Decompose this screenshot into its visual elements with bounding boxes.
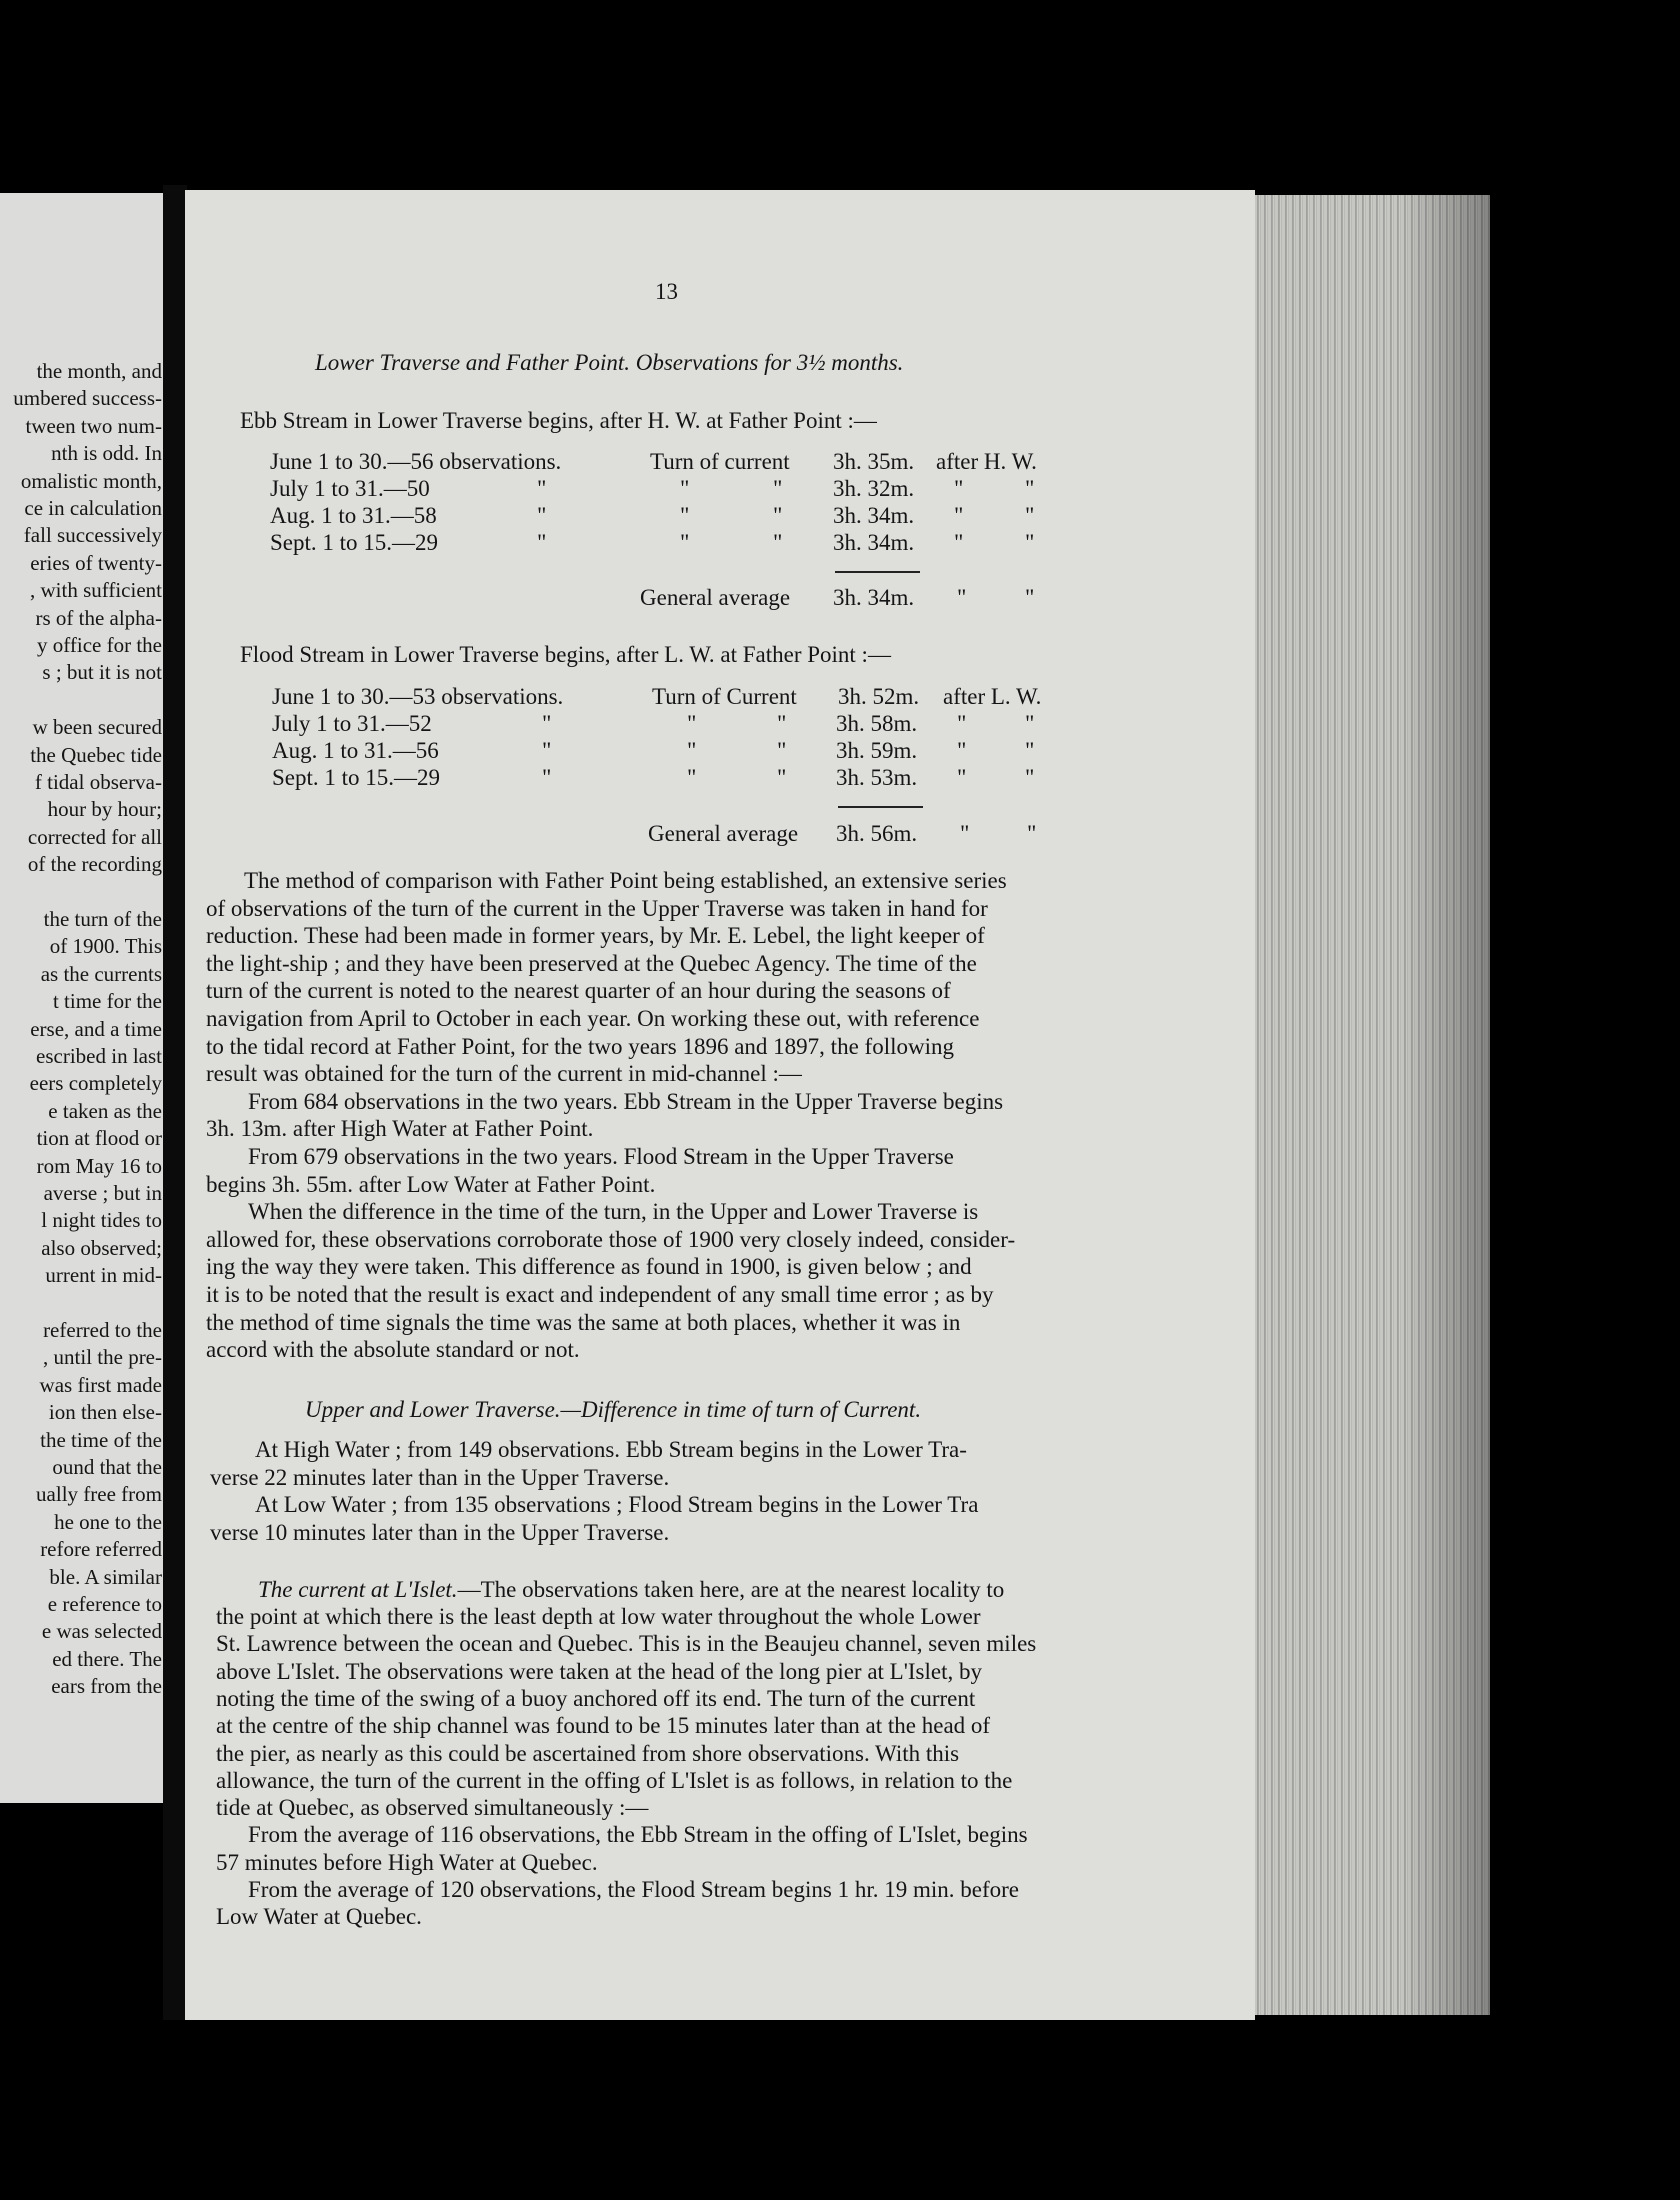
facing-page-line: urrent in mid- <box>45 1263 162 1288</box>
ditto-mark: " <box>957 738 967 763</box>
facing-page-line: ed there. The <box>52 1646 162 1671</box>
table-cell-period: July 1 to 31.—52 <box>272 711 432 736</box>
text-line: 57 minutes before High Water at Quebec. <box>216 1849 598 1875</box>
general-average-label: General average <box>640 585 791 610</box>
ditto-mark: " <box>680 503 690 528</box>
text-line: accord with the absolute standard or not. <box>206 1337 580 1363</box>
ditto-mark: " <box>954 476 964 501</box>
facing-page-line: ound that the <box>52 1455 162 1479</box>
ditto-mark: " <box>1025 711 1035 736</box>
ditto-mark: " <box>1025 738 1035 763</box>
facing-page-line: y office for the <box>37 633 162 657</box>
general-average-time: 3h. 56m. <box>836 821 918 846</box>
ditto-mark: " <box>777 738 787 763</box>
ditto-mark: " <box>542 765 552 790</box>
book-gutter <box>163 185 187 2020</box>
text-line: From the average of 120 observations, the Flood Stream begins 1 hr. 19 min. before <box>248 1877 1019 1902</box>
text-line: the method of time signals the time was the same at both places, whether it was in <box>206 1309 961 1335</box>
facing-page-line: of 1900. This <box>49 934 162 959</box>
ditto-mark: " <box>773 476 783 501</box>
general-average-time: 3h. 34m. <box>833 585 915 610</box>
facing-page-line: referred to the <box>43 1318 162 1342</box>
facing-page-line: f tidal observa- <box>34 770 162 794</box>
facing-page-line: refore referred <box>40 1537 162 1562</box>
facing-page-line: the time of the <box>40 1427 162 1452</box>
text-line: Low Water at Quebec. <box>216 1904 422 1930</box>
sum-rule <box>838 806 923 808</box>
facing-page-line: rs of the alpha- <box>35 605 162 630</box>
ditto-mark: " <box>954 530 964 555</box>
facing-page-line: t time for the <box>52 989 162 1014</box>
flood-stream-title: Flood Stream in Lower Traverse begins, after L. W. at Father Point :— <box>240 642 891 667</box>
facing-page-line: e taken as the <box>48 1098 162 1123</box>
table-cell-label: Turn of Current <box>652 684 797 709</box>
facing-page-line: rom May 16 to <box>36 1153 162 1178</box>
paragraph-lislet-first-line: The current at L'Islet.—The observations taken here, are at the nearest locality to <box>258 1577 1005 1602</box>
ditto-mark: " <box>773 503 783 528</box>
facing-page-line: the month, and <box>36 359 162 383</box>
ditto-mark: " <box>777 765 787 790</box>
text-line: the pier, as nearly as this could be ascertained from shore observations. With this <box>216 1740 960 1766</box>
text-line: At High Water ; from 149 observations. Ebb Stream begins in the Lower Tra- <box>255 1437 967 1462</box>
facing-page-line: tween two num- <box>25 413 162 438</box>
facing-page-line: of the recording <box>27 852 162 877</box>
table-cell-period: June 1 to 30.—53 observations. <box>272 684 564 709</box>
text-line: From 684 observations in the two years. Ebb Stream in the Upper Traverse begins <box>248 1088 1004 1114</box>
text-line: turn of the current is noted to the nearest quarter of an hour during the seasons of <box>206 978 951 1004</box>
text-line: at the centre of the ship channel was found to be 15 minutes later than at the head of <box>216 1713 991 1739</box>
table-cell-time: 3h. 35m. <box>833 449 915 474</box>
text-line: it is to be noted that the result is exact and independent of any small time error ; as by <box>206 1282 994 1307</box>
facing-page-line: erse, and a time <box>30 1016 162 1041</box>
text-line: navigation from April to October in each year. On working these out, with reference <box>206 1006 980 1031</box>
table-cell-time: 3h. 59m. <box>836 738 918 763</box>
ditto-mark: " <box>537 503 547 528</box>
table-cell-time: 3h. 58m. <box>836 711 918 736</box>
facing-page-line: ion then else- <box>48 1400 162 1425</box>
table-cell-time: 3h. 32m. <box>833 476 915 501</box>
facing-page-line: ually free from <box>36 1482 162 1507</box>
text-line: From the average of 116 observations, the Ebb Stream in the offing of L'Islet, begins <box>248 1822 1028 1848</box>
text-line: 3h. 13m. after High Water at Father Point. <box>206 1116 594 1142</box>
ditto-mark: " <box>687 738 697 763</box>
text-line: of observations of the turn of the current in the Upper Traverse was taken in hand for <box>206 895 988 921</box>
ditto-mark: " <box>1025 585 1035 610</box>
ditto-mark: " <box>957 711 967 736</box>
facing-page-line: ce in calculation <box>24 496 162 520</box>
table-cell-time: 3h. 53m. <box>836 765 918 790</box>
facing-page-line: was first made <box>39 1372 162 1397</box>
facing-page-line: eries of twenty- <box>30 550 162 575</box>
ditto-mark: " <box>773 530 783 555</box>
ditto-mark: " <box>1025 476 1035 501</box>
text-line: result was obtained for the turn of the current in mid-channel :— <box>206 1061 802 1087</box>
facing-page-line: s ; but it is not <box>42 660 162 685</box>
facing-page-line: omalistic month, <box>20 468 162 493</box>
text-line: to the tidal record at Father Point, for the two years 1896 and 1897, the following <box>206 1033 954 1059</box>
ditto-mark: " <box>537 476 547 501</box>
ebb-stream-title: Ebb Stream in Lower Traverse begins, after H. W. at Father Point :— <box>240 408 877 433</box>
sum-rule <box>835 571 920 573</box>
ditto-mark: " <box>1025 530 1035 555</box>
ditto-mark: " <box>680 530 690 555</box>
table-cell-after: after H. W. <box>936 449 1037 474</box>
table-cell-period: Sept. 1 to 15.—29 <box>272 765 441 790</box>
facing-page-line: ble. A similar <box>49 1564 162 1589</box>
table-cell-time: 3h. 34m. <box>833 530 915 555</box>
facing-page-line: the Quebec tide <box>30 742 162 767</box>
text-line: verse 10 minutes later than in the Upper Traverse. <box>210 1519 670 1545</box>
table-cell-label: Turn of current <box>650 449 790 474</box>
text-line: At Low Water ; from 135 observations ; Flood Stream begins in the Lower Tra <box>255 1492 979 1517</box>
text-line: St. Lawrence between the ocean and Quebec. This is in the Beaujeu channel, seven miles <box>216 1631 1037 1657</box>
facing-page-line: averse ; but in <box>43 1181 162 1205</box>
facing-page-line: tion at flood or <box>36 1126 162 1151</box>
facing-page-line: , with sufficient <box>29 578 162 603</box>
ditto-mark: " <box>1025 765 1035 790</box>
text-line: begins 3h. 55m. after Low Water at Father Point. <box>206 1171 656 1197</box>
table-cell-period: June 1 to 30.—56 observations. <box>270 449 562 474</box>
table-cell-period: Sept. 1 to 15.—29 <box>270 530 439 555</box>
table-cell-time: 3h. 52m. <box>838 684 920 709</box>
facing-page-line: also observed; <box>41 1235 162 1260</box>
ditto-mark: " <box>537 530 547 555</box>
ditto-mark: " <box>954 503 964 528</box>
table-cell-period: Aug. 1 to 31.—58 <box>270 503 437 528</box>
table-cell-after: after L. W. <box>943 684 1042 709</box>
text-line: From 679 observations in the two years. Flood Stream in the Upper Traverse <box>248 1144 954 1169</box>
facing-page-line: nth is odd. In <box>51 441 162 466</box>
text-line: ing the way they were taken. This difference as found in 1900, is given below ; and <box>206 1254 972 1280</box>
table-cell-time: 3h. 34m. <box>833 503 915 528</box>
ditto-mark: " <box>680 476 690 501</box>
ditto-mark: " <box>542 711 552 736</box>
facing-page-line: corrected for all <box>27 824 162 849</box>
facing-page-line: fall successively <box>23 523 162 548</box>
facing-page-line: ears from the <box>51 1674 162 1699</box>
general-average-label: General average <box>648 821 799 846</box>
ditto-mark: " <box>957 765 967 790</box>
section-heading-lower-traverse: Lower Traverse and Father Point. Observations for 3½ months. <box>315 350 904 375</box>
text-line: verse 22 minutes later than in the Upper Traverse. <box>210 1464 670 1490</box>
ditto-mark: " <box>777 711 787 736</box>
section-heading-upper-lower-traverse: Upper and Lower Traverse.—Difference in time of turn of Current. <box>305 1397 922 1422</box>
ditto-mark: " <box>1027 821 1037 846</box>
facing-page <box>0 193 168 1803</box>
facing-page-line: l night tides to <box>41 1208 162 1233</box>
text-line: reduction. These had been made in former years, by Mr. E. Lebel, the light keeper of <box>206 923 985 949</box>
facing-page-line: , until the pre- <box>43 1345 162 1370</box>
ditto-mark: " <box>1025 503 1035 528</box>
facing-page-line: e reference to <box>47 1592 162 1616</box>
facing-page-line: as the currents <box>40 961 162 986</box>
text-line: allowance, the turn of the current in the offing of L'Islet is as follows, in relation to the <box>216 1767 1013 1793</box>
facing-page-line: w been secured <box>32 715 162 740</box>
ditto-mark: " <box>542 738 552 763</box>
ditto-mark: " <box>687 765 697 790</box>
table-cell-period: Aug. 1 to 31.—56 <box>272 738 439 763</box>
ditto-mark: " <box>957 585 967 610</box>
text-line: the light-ship ; and they have been preserved at the Quebec Agency. The time of the <box>206 950 977 976</box>
text-line: allowed for, these observations corroborate those of 1900 very closely indeed, consider- <box>206 1226 1016 1252</box>
facing-page-line: hour by hour; <box>47 797 162 822</box>
text-line: When the difference in the time of the turn, in the Upper and Lower Traverse is <box>248 1199 979 1225</box>
ditto-mark: " <box>960 821 970 846</box>
page-number: 13 <box>655 279 678 304</box>
facing-page-line: the turn of the <box>43 907 162 931</box>
table-cell-period: July 1 to 31.—50 <box>270 476 430 501</box>
text-line: the point at which there is the least depth at low water throughout the whole Lower <box>216 1604 981 1629</box>
lislet-lead: The current at L'Islet. <box>258 1577 458 1602</box>
text-line: The method of comparison with Father Point being established, an extensive series <box>244 868 1007 893</box>
facing-page-line: umbered success- <box>13 386 162 411</box>
text-line: tide at Quebec, as observed simultaneously :— <box>216 1795 649 1821</box>
ditto-mark: " <box>687 711 697 736</box>
text-line: above L'Islet. The observations were taken at the head of the long pier at L'Islet, by <box>216 1658 982 1684</box>
text-line: noting the time of the swing of a buoy anchored off its end. The turn of the current <box>216 1685 976 1711</box>
facing-page-line: he one to the <box>54 1509 162 1534</box>
facing-page-line: escribed in last <box>36 1044 162 1068</box>
facing-page-line: e was selected <box>41 1619 162 1644</box>
facing-page-line: eers completely <box>29 1071 162 1096</box>
